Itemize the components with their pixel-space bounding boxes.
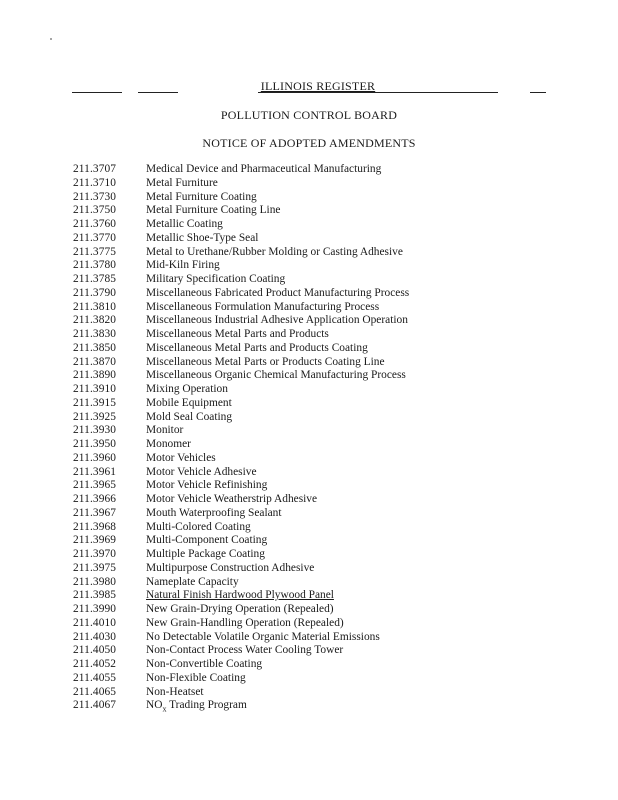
section-row: [73, 328, 553, 342]
section-title: Non-Convertible Coating: [146, 658, 263, 670]
section-number: 211.4055: [73, 671, 117, 684]
section-row: [73, 644, 553, 658]
section-row: [73, 534, 553, 548]
section-row: [73, 452, 553, 466]
section-number: 211.3750: [73, 204, 117, 217]
section-row: [73, 204, 553, 218]
section-number: 211.4067: [73, 699, 117, 712]
section-row: [73, 397, 553, 411]
section-title: Miscellaneous Organic Chemical Manufacturing Process: [146, 369, 406, 382]
section-number: 211.4010: [73, 616, 117, 629]
section-number: 211.3990: [73, 603, 117, 615]
section-number: 211.3968: [73, 520, 117, 533]
section-title: Miscellaneous Metal Parts and Products: [146, 328, 329, 340]
section-list: [73, 163, 553, 713]
section-title: New Grain-Handling Operation (Repealed): [146, 616, 344, 629]
section-title-main: NO: [146, 699, 163, 712]
section-number: 211.3910: [73, 383, 117, 395]
section-number: 211.3985: [73, 589, 117, 602]
register-header: [72, 80, 546, 94]
section-number: 211.3775: [73, 245, 117, 258]
section-number: 211.3930: [73, 424, 117, 437]
section-row: [73, 686, 553, 700]
section-title: Monitor: [146, 424, 184, 437]
notice-title: NOTICE OF ADOPTED AMENDMENTS: [202, 136, 416, 150]
section-row: [73, 562, 553, 576]
section-title: Multi-Component Coating: [146, 534, 268, 547]
section-row: [73, 163, 553, 177]
section-title: Mobile Equipment: [146, 396, 232, 409]
section-number: 211.3850: [73, 341, 117, 354]
section-title: Mouth Waterproofing Sealant: [146, 506, 282, 519]
section-number: 211.4030: [73, 630, 117, 643]
section-row: [73, 246, 553, 260]
section-title: No Detectable Volatile Organic Material Emissions: [146, 630, 380, 643]
section-row: [73, 424, 553, 438]
section-title: Mixing Operation: [146, 383, 228, 395]
section-title: Miscellaneous Fabricated Product Manufacturing Process: [146, 286, 410, 299]
section-number: 211.3830: [73, 328, 117, 340]
section-number: 211.4065: [73, 685, 117, 698]
section-title: Non-Heatset: [146, 685, 204, 698]
section-title: Metallic Shoe-Type Seal: [146, 231, 259, 244]
section-row: [73, 383, 553, 397]
section-title: New Grain-Drying Operation (Repealed): [146, 603, 334, 615]
section-row: [73, 191, 553, 205]
section-number: 211.3966: [73, 493, 117, 505]
section-title: Motor Vehicles: [146, 451, 216, 464]
section-title: Mid-Kiln Firing: [146, 259, 220, 272]
section-title: Non-Contact Process Water Cooling Tower: [146, 644, 344, 657]
section-row: [73, 521, 553, 535]
section-row: [73, 411, 553, 425]
section-title: Motor Vehicle Adhesive: [146, 465, 257, 478]
header-rule: [138, 92, 178, 93]
section-number: 211.3707: [73, 163, 117, 175]
section-row: [73, 218, 553, 232]
section-title: Natural Finish Hardwood Plywood Panel: [146, 589, 334, 602]
section-row: [73, 672, 553, 686]
section-number: 211.3950: [73, 438, 117, 450]
section-title: Metal Furniture Coating: [146, 190, 257, 203]
section-number: 211.3960: [73, 451, 117, 464]
section-row: [73, 232, 553, 246]
section-title: Motor Vehicle Refinishing: [146, 479, 268, 492]
section-number: 211.3820: [73, 314, 117, 327]
section-title: Multiple Package Coating: [146, 548, 265, 560]
section-row: [73, 287, 553, 301]
section-number: 211.3961: [73, 465, 117, 478]
section-row: [73, 177, 553, 191]
section-row: [73, 603, 553, 617]
section-title: Miscellaneous Industrial Adhesive Application Operation: [146, 314, 408, 327]
section-title: Non-Flexible Coating: [146, 671, 246, 684]
section-row: [73, 369, 553, 383]
board-name: POLLUTION CONTROL BOARD: [220, 108, 398, 122]
section-number: 211.3970: [73, 548, 117, 560]
section-number: 211.3969: [73, 534, 117, 547]
section-row: [73, 301, 553, 315]
section-row: [73, 259, 553, 273]
section-number: 211.3810: [73, 300, 117, 313]
section-title: Medical Device and Pharmaceutical Manufacturing: [146, 163, 382, 175]
section-row: [73, 617, 553, 631]
section-row: [73, 507, 553, 521]
section-row: [73, 631, 553, 645]
register-title: ILLINOIS REGISTER: [260, 79, 376, 93]
section-title: Motor Vehicle Weatherstrip Adhesive: [146, 493, 318, 505]
section-row: [73, 699, 553, 713]
section-row: [73, 438, 553, 452]
section-number: 211.3760: [73, 218, 117, 230]
header-rule: [530, 92, 546, 93]
section-row: [73, 548, 553, 562]
section-row: [73, 493, 553, 507]
section-title: Metal Furniture Coating Line: [146, 204, 281, 217]
header-rule: [258, 92, 498, 93]
section-number: 211.3890: [73, 369, 117, 382]
section-row: [73, 466, 553, 480]
section-title: Miscellaneous Formulation Manufacturing Process: [146, 300, 380, 313]
section-row: [73, 314, 553, 328]
section-number: 211.3980: [73, 575, 117, 588]
section-title: Nameplate Capacity: [146, 575, 239, 588]
section-title: Military Specification Coating: [146, 273, 286, 285]
section-number: 211.3965: [73, 479, 117, 492]
section-number: 211.3730: [73, 190, 117, 203]
section-number: 211.3780: [73, 259, 117, 272]
section-row: [73, 589, 553, 603]
section-number: 211.3925: [73, 410, 117, 423]
section-number: 211.3785: [73, 273, 117, 285]
section-title-subscript: x: [162, 704, 167, 714]
section-title: Multipurpose Construction Adhesive: [146, 561, 315, 574]
section-number: 211.3770: [73, 231, 117, 244]
section-number: 211.3975: [73, 561, 117, 574]
section-row: [73, 356, 553, 370]
section-title: Miscellaneous Metal Parts and Products Coating: [146, 341, 368, 354]
header-rule: [72, 92, 122, 93]
section-row: [73, 479, 553, 493]
section-number: 211.4050: [73, 644, 117, 657]
section-title: Miscellaneous Metal Parts or Products Coating Line: [146, 355, 385, 368]
section-row: [73, 342, 553, 356]
section-number: 211.3967: [73, 506, 117, 519]
section-title: Metallic Coating: [146, 218, 223, 230]
section-number: 211.3870: [73, 355, 117, 368]
section-title: Metal to Urethane/Rubber Molding or Casting Adhesive: [146, 245, 403, 258]
section-number: 211.3790: [73, 286, 117, 299]
section-title-rest: Trading Program: [166, 699, 247, 712]
section-number: 211.3710: [73, 176, 117, 189]
section-title: Metal Furniture: [146, 176, 218, 189]
section-row: [73, 576, 553, 590]
section-title: Monomer: [146, 438, 191, 450]
section-title: [146, 699, 247, 716]
scan-speck: [50, 38, 52, 40]
section-row: [73, 658, 553, 672]
section-number: 211.3915: [73, 396, 117, 409]
section-title: Mold Seal Coating: [146, 410, 233, 423]
section-row: [73, 273, 553, 287]
section-title: Multi-Colored Coating: [146, 520, 251, 533]
section-number: 211.4052: [73, 658, 117, 670]
